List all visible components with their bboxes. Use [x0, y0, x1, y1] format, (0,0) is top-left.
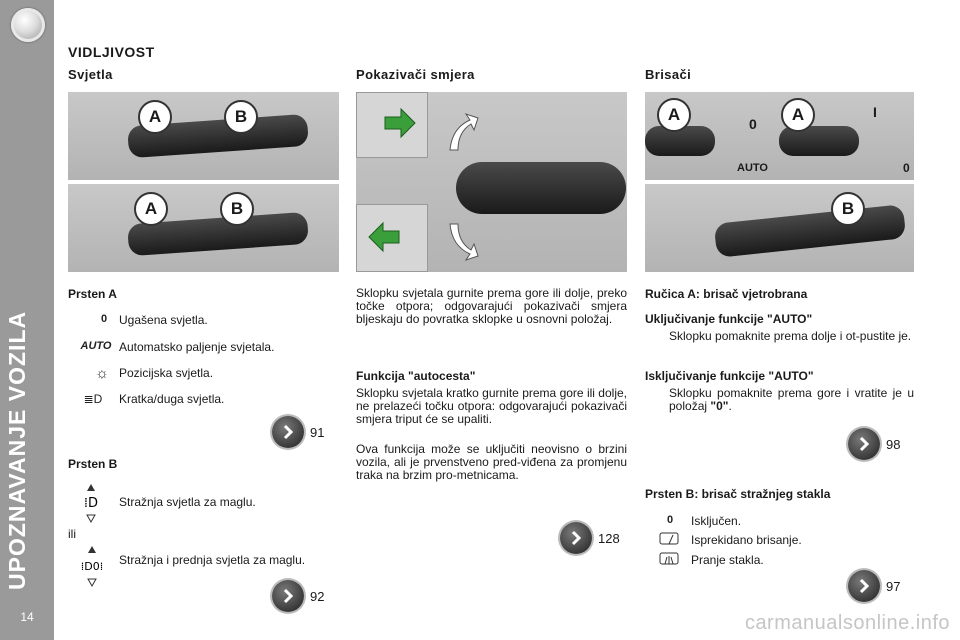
chevron-right-icon: [272, 580, 304, 612]
page-ref-97[interactable]: [848, 570, 900, 602]
rear-screenwash-icon: [658, 550, 680, 568]
badge-b: B: [831, 192, 865, 226]
rucica-a-heading: Ručica A: brisač vjetrobrana: [645, 287, 808, 301]
badge-b: B: [224, 100, 258, 134]
iskljucivanje-text: Sklopku pomaknite prema gore i vratite je u položaj "0".: [669, 386, 914, 413]
light-off-text: Ugašena svjetla.: [119, 313, 208, 327]
badge-a: A: [138, 100, 172, 134]
ukljucivanje-text: Sklopku pomaknite prema dolje i ot-pustite je.: [669, 329, 912, 343]
section-title: VIDLJIVOST: [68, 44, 155, 60]
light-switch-illustration-b: [68, 184, 339, 272]
rear-wiper-intermittent-text: Isprekidano brisanje.: [691, 533, 802, 547]
svjetla-title: Svjetla: [68, 67, 113, 82]
up-arrow-icon: [440, 110, 480, 156]
sidelights-text: Pozicijska svjetla.: [119, 366, 214, 380]
auto-lights-text: Automatsko paljenje svjetala.: [119, 340, 275, 354]
page-ref-label: 91: [310, 424, 325, 440]
indicator-stalk-illustration: [356, 92, 627, 272]
right-indicator-inset: [356, 92, 428, 158]
svg-text:⁞D: ⁞D: [83, 496, 99, 511]
chevron-right-icon: [272, 416, 304, 448]
autocesta-heading: Funkcija "autocesta": [356, 369, 476, 383]
chevron-right-icon: [560, 522, 592, 554]
page-ref-91[interactable]: [272, 416, 324, 448]
prsten-b-rear-wiper-heading: Prsten B: brisač stražnjeg stakla: [645, 487, 831, 501]
page-ref-label: 92: [310, 588, 325, 604]
ukljucivanje-heading: Uključivanje funkcije "AUTO": [645, 312, 813, 326]
chevron-right-icon: [848, 428, 880, 460]
page-ref-92[interactable]: [272, 580, 324, 612]
brand-logo-icon: [11, 8, 45, 42]
wiper-stalk-illustration-b: [645, 184, 914, 272]
chapter-title: UPOZNAVANJE VOZILA: [4, 310, 30, 590]
rear-fog-light-icon: [80, 482, 102, 524]
front-rear-fog-text: Stražnja i prednja svjetla za maglu.: [119, 553, 306, 567]
dipped-main-beam-text: Kratka/duga svjetla.: [119, 392, 225, 406]
watermark: carmanualsonline.info: [744, 612, 950, 634]
iskljucivanje-heading: Isključivanje funkcije "AUTO": [645, 369, 814, 383]
page-ref-label: 128: [598, 530, 620, 546]
green-arrow-left-icon: [357, 205, 427, 271]
page-ref-label: 98: [886, 436, 901, 452]
light-switch-illustration-a: [68, 92, 339, 180]
dipped-main-beam-icon: ≣D: [83, 392, 103, 406]
left-indicator-inset: [356, 204, 428, 272]
svg-text:⁞D0⁞: ⁞D0⁞: [80, 560, 104, 573]
badge-a: A: [781, 98, 815, 132]
brisaci-title: Brisači: [645, 67, 692, 82]
page-ref-label: 97: [886, 578, 901, 594]
badge-a: A: [134, 192, 168, 226]
rear-fog-text: Stražnja svjetla za maglu.: [119, 495, 256, 509]
rear-wiper-intermittent-icon: [658, 531, 680, 547]
badge-b: B: [220, 192, 254, 226]
badge-a: A: [657, 98, 691, 132]
position-zero-label: 0: [903, 161, 910, 175]
page-number: 14: [20, 610, 34, 624]
ili-text: ili: [68, 527, 76, 541]
rear-wiper-off-text: Isključen.: [691, 514, 742, 528]
off-icon: 0: [100, 313, 108, 325]
page-ref-128[interactable]: [560, 522, 620, 554]
indicator-paragraph: Sklopku svjetala gurnite prema gore ili dolje, preko točke otpora; odgovarajući pokazivači smjera bljeskaju do povratka sklopke u osnovni položaj.: [356, 286, 627, 326]
down-arrow-icon: [440, 220, 480, 266]
auto-icon: AUTO: [80, 340, 112, 352]
sidebar: [0, 0, 54, 640]
sidelights-icon: ☼: [95, 364, 109, 382]
rear-screenwash-text: Pranje stakla.: [691, 553, 764, 567]
prsten-b-heading: Prsten B: [68, 457, 118, 471]
autocesta-paragraph-2: Ova funkcija može se uključiti neovisno o brzini vozila, ali je prvenstveno pred-viđena za promjenu traka na brzim pro-metnicama.: [356, 442, 627, 482]
pokazivaci-title: Pokazivači smjera: [356, 67, 475, 82]
auto-label: AUTO: [737, 162, 768, 174]
rear-wiper-off-icon: 0: [666, 514, 674, 526]
position-zero-label: 0: [749, 116, 757, 132]
green-arrow-right-icon: [357, 93, 427, 157]
front-rear-fog-light-icon: [74, 544, 110, 588]
autocesta-paragraph-1: Sklopku svjetala kratko gurnite prema gore ili dolje, ne prelazeći točku otpora: odgovarajući pokazivači smjera triput će se upaliti.: [356, 386, 627, 426]
page-ref-98[interactable]: [848, 428, 900, 460]
wiper-stalk-illustration-a: [645, 92, 914, 180]
prsten-a-heading: Prsten A: [68, 287, 117, 301]
chevron-right-icon: [848, 570, 880, 602]
position-one-label: I: [873, 104, 877, 120]
